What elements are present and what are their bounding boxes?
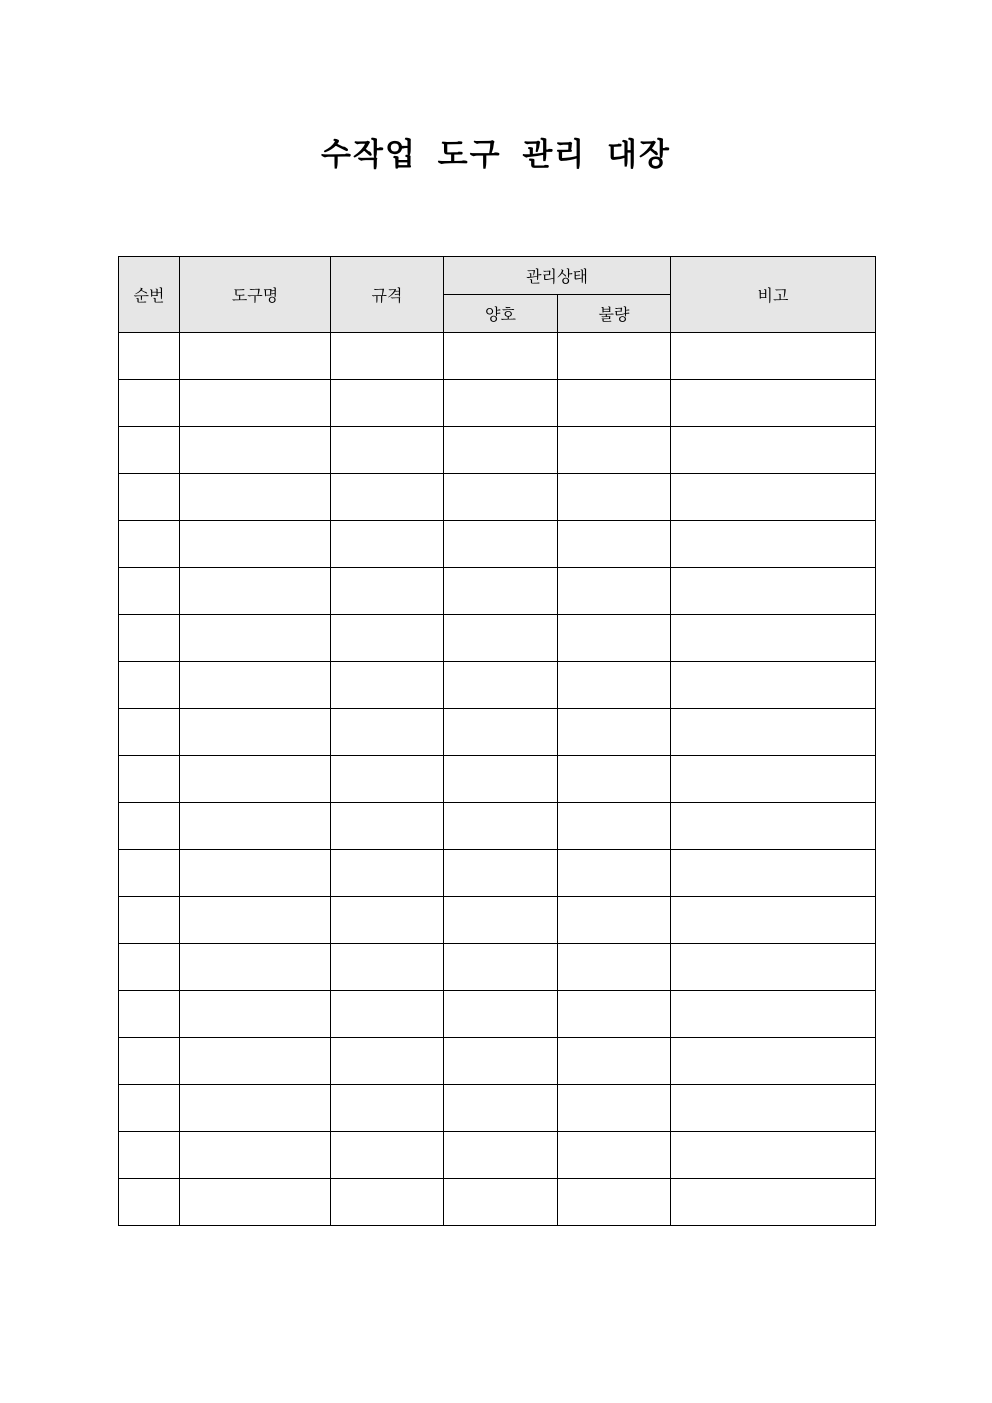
cell-tool-name[interactable] (180, 474, 331, 521)
cell-tool-name[interactable] (180, 944, 331, 991)
page-title: 수작업 도구 관리 대장 (321, 137, 671, 173)
cell-spec[interactable] (331, 662, 444, 709)
cell-seq[interactable] (119, 897, 180, 944)
cell-seq[interactable] (119, 1038, 180, 1085)
cell-tool-name[interactable] (180, 991, 331, 1038)
cell-status-good[interactable] (444, 991, 558, 1038)
cell-status-good[interactable] (444, 521, 558, 568)
header-status-bad: 불량 (558, 295, 671, 333)
cell-spec[interactable] (331, 1179, 444, 1226)
table-row (119, 803, 876, 850)
cell-spec[interactable] (331, 568, 444, 615)
table-row (119, 709, 876, 756)
cell-seq[interactable] (119, 615, 180, 662)
cell-tool-name[interactable] (180, 1179, 331, 1226)
cell-status-bad[interactable] (558, 1085, 671, 1132)
cell-status-good[interactable] (444, 944, 558, 991)
header-status-good: 양호 (444, 295, 558, 333)
cell-status-good[interactable] (444, 1085, 558, 1132)
table-row (119, 1179, 876, 1226)
cell-tool-name[interactable] (180, 380, 331, 427)
cell-seq[interactable] (119, 850, 180, 897)
table-row (119, 568, 876, 615)
table-row (119, 1038, 876, 1085)
cell-tool-name[interactable] (180, 850, 331, 897)
cell-spec[interactable] (331, 1085, 444, 1132)
cell-spec[interactable] (331, 474, 444, 521)
cell-status-bad[interactable] (558, 850, 671, 897)
cell-remarks[interactable] (671, 1038, 876, 1085)
cell-spec[interactable] (331, 615, 444, 662)
header-row-1 (119, 257, 876, 295)
table-row (119, 662, 876, 709)
cell-status-good[interactable] (444, 333, 558, 380)
cell-tool-name[interactable] (180, 662, 331, 709)
cell-remarks[interactable] (671, 615, 876, 662)
table-row (119, 897, 876, 944)
header-remarks: 비고 (671, 257, 876, 333)
cell-tool-name[interactable] (180, 803, 331, 850)
table-row (119, 1132, 876, 1179)
cell-status-good[interactable] (444, 474, 558, 521)
cell-seq[interactable] (119, 756, 180, 803)
cell-tool-name[interactable] (180, 333, 331, 380)
cell-spec[interactable] (331, 897, 444, 944)
cell-status-good[interactable] (444, 380, 558, 427)
cell-tool-name[interactable] (180, 709, 331, 756)
cell-status-good[interactable] (444, 662, 558, 709)
cell-seq[interactable] (119, 568, 180, 615)
cell-tool-name[interactable] (180, 615, 331, 662)
cell-seq[interactable] (119, 380, 180, 427)
cell-remarks[interactable] (671, 521, 876, 568)
table-row (119, 850, 876, 897)
cell-status-good[interactable] (444, 756, 558, 803)
cell-spec[interactable] (331, 380, 444, 427)
cell-status-good[interactable] (444, 568, 558, 615)
header-seq: 순번 (119, 257, 180, 333)
cell-status-bad[interactable] (558, 1038, 671, 1085)
cell-remarks[interactable] (671, 662, 876, 709)
table-row (119, 474, 876, 521)
cell-tool-name[interactable] (180, 1038, 331, 1085)
cell-spec[interactable] (331, 1038, 444, 1085)
cell-spec[interactable] (331, 427, 444, 474)
cell-status-bad[interactable] (558, 709, 671, 756)
cell-seq[interactable] (119, 1132, 180, 1179)
cell-status-good[interactable] (444, 709, 558, 756)
cell-tool-name[interactable] (180, 568, 331, 615)
cell-remarks[interactable] (671, 850, 876, 897)
cell-spec[interactable] (331, 803, 444, 850)
cell-remarks[interactable] (671, 803, 876, 850)
cell-seq[interactable] (119, 1179, 180, 1226)
cell-spec[interactable] (331, 709, 444, 756)
cell-seq[interactable] (119, 803, 180, 850)
cell-spec[interactable] (331, 1132, 444, 1179)
cell-remarks[interactable] (671, 427, 876, 474)
cell-spec[interactable] (331, 521, 444, 568)
cell-seq[interactable] (119, 427, 180, 474)
cell-status-bad[interactable] (558, 474, 671, 521)
cell-status-good[interactable] (444, 1132, 558, 1179)
cell-status-bad[interactable] (558, 380, 671, 427)
cell-tool-name[interactable] (180, 1085, 331, 1132)
cell-status-bad[interactable] (558, 615, 671, 662)
cell-seq[interactable] (119, 944, 180, 991)
cell-remarks[interactable] (671, 709, 876, 756)
cell-tool-name[interactable] (180, 897, 331, 944)
cell-status-good[interactable] (444, 850, 558, 897)
table-row (119, 944, 876, 991)
cell-status-bad[interactable] (558, 1179, 671, 1226)
cell-status-bad[interactable] (558, 521, 671, 568)
table-row (119, 756, 876, 803)
cell-remarks[interactable] (671, 897, 876, 944)
cell-seq[interactable] (119, 521, 180, 568)
cell-spec[interactable] (331, 944, 444, 991)
cell-remarks[interactable] (671, 474, 876, 521)
cell-tool-name[interactable] (180, 1132, 331, 1179)
cell-seq[interactable] (119, 474, 180, 521)
cell-remarks[interactable] (671, 991, 876, 1038)
cell-remarks[interactable] (671, 568, 876, 615)
table-row (119, 615, 876, 662)
header-tool-name: 도구명 (180, 257, 331, 333)
table-body (119, 333, 876, 1226)
cell-tool-name[interactable] (180, 521, 331, 568)
cell-spec[interactable] (331, 333, 444, 380)
table-header (119, 257, 876, 333)
cell-seq[interactable] (119, 1085, 180, 1132)
cell-remarks[interactable] (671, 1085, 876, 1132)
cell-status-bad[interactable] (558, 756, 671, 803)
cell-status-good[interactable] (444, 1179, 558, 1226)
cell-status-bad[interactable] (558, 568, 671, 615)
cell-status-good[interactable] (444, 427, 558, 474)
cell-remarks[interactable] (671, 1132, 876, 1179)
cell-status-good[interactable] (444, 803, 558, 850)
table-row (119, 991, 876, 1038)
cell-status-bad[interactable] (558, 803, 671, 850)
table-row (119, 427, 876, 474)
cell-status-good[interactable] (444, 897, 558, 944)
cell-seq[interactable] (119, 333, 180, 380)
table-row (119, 380, 876, 427)
cell-status-bad[interactable] (558, 991, 671, 1038)
cell-status-bad[interactable] (558, 897, 671, 944)
cell-status-good[interactable] (444, 1038, 558, 1085)
cell-status-bad[interactable] (558, 427, 671, 474)
tool-ledger-table (118, 256, 876, 1226)
header-spec: 규격 (331, 257, 444, 333)
cell-remarks[interactable] (671, 756, 876, 803)
cell-status-bad[interactable] (558, 944, 671, 991)
cell-status-bad[interactable] (558, 1132, 671, 1179)
cell-remarks[interactable] (671, 1179, 876, 1226)
cell-seq[interactable] (119, 709, 180, 756)
table-row (119, 521, 876, 568)
header-status-group: 관리상태 (444, 257, 671, 295)
cell-status-bad[interactable] (558, 333, 671, 380)
table-row (119, 1085, 876, 1132)
cell-spec[interactable] (331, 756, 444, 803)
cell-seq[interactable] (119, 662, 180, 709)
cell-spec[interactable] (331, 991, 444, 1038)
table-row (119, 333, 876, 380)
cell-tool-name[interactable] (180, 427, 331, 474)
cell-status-bad[interactable] (558, 662, 671, 709)
cell-status-good[interactable] (444, 615, 558, 662)
cell-remarks[interactable] (671, 380, 876, 427)
cell-tool-name[interactable] (180, 756, 331, 803)
cell-spec[interactable] (331, 850, 444, 897)
cell-seq[interactable] (119, 991, 180, 1038)
cell-remarks[interactable] (671, 333, 876, 380)
cell-remarks[interactable] (671, 944, 876, 991)
